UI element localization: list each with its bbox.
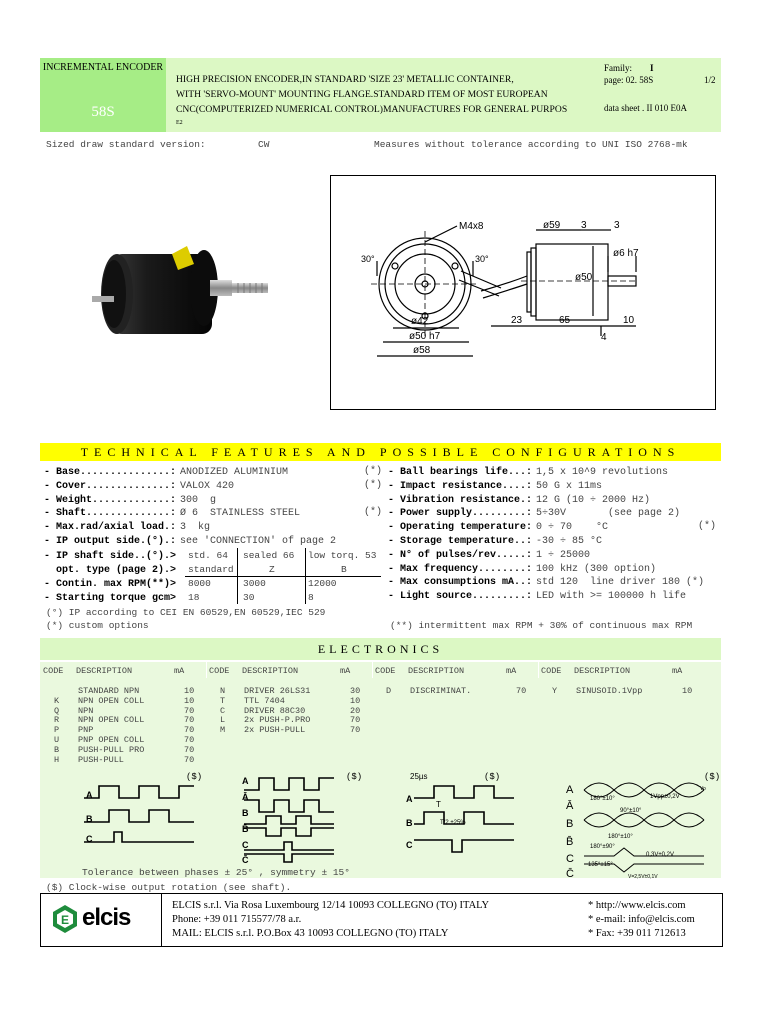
electronics-ma: 70 [184, 705, 195, 716]
footnote-rpm: (**) intermittent max RPM + 30% of continuous max RPM [390, 620, 693, 631]
family-value: I [650, 63, 654, 73]
tech-label: - Ball bearings life...: [388, 467, 533, 478]
electronics-ma: 10 [184, 686, 195, 696]
description-line: CNC(COMPUTERIZED NUMERICAL CONTROL)MANUFACTURES FOR GENERAL PURPOS [176, 104, 568, 115]
elcis-logo-icon [52, 904, 78, 934]
dim-10: 10 [623, 315, 635, 326]
tech-row [44, 535, 336, 547]
electronics-desc: STANDARD NPN [78, 686, 140, 696]
page-label: page: 02. 58S [604, 75, 654, 85]
tech-row [388, 521, 608, 533]
electronics-ma: 70 [184, 715, 195, 726]
tech-label: - Cover..............: [44, 480, 177, 492]
tech-label: - Weight.............: [44, 494, 177, 506]
dim-30-left: 30° [361, 254, 375, 264]
electronics-ma: 10 [682, 686, 693, 696]
diag2-label-an: Ā [242, 792, 249, 802]
encoder-photo [92, 236, 282, 346]
tech-label: - Vibration resistance.: [388, 494, 533, 506]
electronics-ma: 30 [350, 686, 361, 696]
column-divider [206, 662, 207, 678]
tech-row [388, 507, 680, 519]
diag2-label-cn: C̄ [242, 855, 249, 865]
tech-value: 300 g [180, 494, 217, 506]
torque-z: 30 [243, 592, 255, 603]
dim-3a: 3 [581, 220, 587, 231]
footer-phone: Phone: +39 011 715577/78 a.r. [172, 914, 302, 925]
electronics-desc: NPN OPEN COLL [78, 695, 145, 706]
tech-row [388, 549, 590, 561]
opt-type-label: opt. type (page 2).> [44, 565, 177, 576]
electronics-code: Q [54, 705, 60, 716]
tech-value: 50 G x 11ms [536, 480, 603, 492]
tolerance-note: Tolerance between phases ± 25° , symmetry ± 15° [82, 867, 350, 878]
diag2-label-b: B [242, 808, 249, 818]
tech-value: 12 G (10 ÷ 2000 Hz) [536, 494, 651, 506]
ip-shaft-label: - IP shaft side..(°).> [44, 551, 177, 562]
diag3-label-c: C [406, 840, 413, 850]
diag2-label-a: A [242, 776, 249, 786]
dim-23: 23 [511, 315, 523, 326]
product-description [176, 72, 596, 117]
electronics-code: U [54, 735, 60, 745]
tech-value: 100 kHz (300 option) [536, 563, 657, 575]
dim-30-right: 30° [475, 254, 489, 264]
diag3-t2: T/2 ±25% [440, 820, 466, 826]
col-desc-header: DESCRIPTION [574, 666, 631, 676]
footer-web[interactable]: * http://www.elcis.com [588, 900, 686, 911]
rpm-b: 12000 [308, 578, 337, 589]
type-b: B [341, 564, 347, 575]
rpm-label: - Contin. max RPM(**)> [44, 579, 177, 590]
tech-row [388, 535, 602, 547]
tech-row [388, 576, 704, 588]
electronics-desc: PNP [78, 725, 94, 736]
draw-info-right: Measures without tolerance according to UNI ISO 2768-mk [374, 139, 688, 150]
rpm-z: 3000 [243, 578, 266, 589]
col-ma-header: mA [506, 666, 517, 676]
tech-value: VALOX 420 [180, 480, 235, 492]
diag1-label-a: A [86, 790, 93, 800]
col-code-header: CODE [43, 666, 64, 676]
electronics-code: P [54, 725, 60, 736]
diag2-mark: ($) [346, 772, 363, 782]
tech-label: - Shaft..............: [44, 508, 177, 520]
diag3-25us: 25µs [410, 772, 428, 781]
tech-label: - Power supply.........: [388, 508, 533, 520]
tech-row [388, 494, 650, 506]
tech-row [388, 466, 668, 478]
tech-row [388, 590, 686, 602]
rpm-standard: 8000 [188, 578, 211, 589]
diag4-label-cn: C̄ [566, 868, 574, 880]
description-line: HIGH PRECISION ENCODER,IN STANDARD 'SIZE 23' METALLIC CONTAINER, [176, 74, 514, 85]
diag4-label-bn: B̄ [566, 836, 574, 848]
col-ma-header: mA [174, 666, 185, 676]
product-code: 58S [91, 104, 115, 120]
diag4-vo: Vo [700, 786, 706, 792]
col-desc-header: DESCRIPTION [76, 666, 133, 676]
technical-drawing [330, 175, 716, 410]
tech-value: std 120 line driver 180 (*) [536, 577, 705, 589]
tech-value: 0 ÷ 70 °C [536, 522, 609, 534]
footer-address: ELCIS s.r.l. Via Rosa Luxembourg 12/14 10093 COLLEGNO (TO) ITALY [172, 900, 490, 911]
electronics-code: T [220, 695, 226, 706]
electronics-desc: DRIVER 88C30 [244, 705, 306, 716]
dim-d6h7: ø6 h7 [613, 248, 639, 259]
electronics-ma: 70 [184, 735, 195, 745]
tech-value: see 'CONNECTION' of page 2 [180, 536, 337, 547]
torque-standard: 18 [188, 592, 200, 603]
description-line: WITH 'SERVO-MOUNT' MOUNTING FLANGE.STANDARD ITEM OF MOST EUROPEAN [176, 89, 548, 100]
diag4-03v: 0,3V±0,2V [646, 852, 674, 858]
electronics-ma: 70 [184, 744, 195, 755]
tech-row [44, 480, 234, 492]
electronics-ma: 70 [184, 754, 195, 765]
diag4-180c: 180°±90° [590, 844, 615, 850]
diag4-v25: V=2,5V±0,1V [628, 874, 658, 880]
type-z: Z [269, 564, 275, 575]
tech-note: (*) [364, 507, 383, 519]
dim-d50h7: ø50 h7 [409, 331, 441, 342]
electronics-code: Y [552, 686, 558, 696]
product-type: INCREMENTAL ENCODER [42, 62, 164, 73]
tech-value: -30 ÷ 85 °C [536, 536, 603, 547]
torque-label: - Starting torque gcm> [44, 593, 177, 604]
tech-row [44, 521, 210, 533]
tech-note: (*) [364, 466, 383, 477]
option-grid [185, 548, 381, 604]
tech-row [44, 494, 216, 506]
electronics-code: C [220, 705, 226, 716]
dim-d50-vertical: ø50 [575, 272, 593, 283]
tech-value: LED with >= 100000 h life [536, 591, 687, 603]
draw-info-version: CW [258, 139, 270, 150]
electronics-code: N [220, 686, 226, 696]
electronics-desc: NPN [78, 705, 94, 716]
tech-label: - IP output side.(°).: [44, 536, 177, 547]
footnote-ip: (°) IP according to CEI EN 60529,EN 60529,IEC 529 [46, 607, 326, 618]
column-divider [372, 662, 373, 678]
diag4-180: 180°±10° [590, 796, 615, 802]
electronics-desc: SINUSOID.1Vpp [576, 686, 643, 696]
elcis-logo-text: elcis [82, 904, 131, 931]
page-count: 1/2 [704, 75, 716, 85]
diag3-label-b: B [406, 818, 413, 828]
tech-row [388, 563, 656, 575]
header-meta [604, 62, 714, 114]
dim-4: 4 [601, 332, 607, 343]
tech-label: - Operating temperature: [388, 522, 533, 534]
col-ma-header: mA [340, 666, 351, 676]
electronics-ma: 70 [350, 725, 361, 736]
col-ma-header: mA [672, 666, 683, 676]
dim-d58: ø58 [413, 345, 431, 356]
diag3-label-a: A [406, 794, 413, 804]
electronics-title: ELECTRONICS [317, 642, 444, 656]
tech-note: (*) [698, 521, 717, 533]
electronics-desc: 2x PUSH-PULL [244, 725, 306, 736]
tech-value: 3 kg [180, 522, 211, 534]
tech-label: - Max.rad/axial load.: [44, 522, 177, 534]
tech-row [388, 480, 602, 492]
tech-value: 1,5 x 10^9 revolutions [536, 467, 669, 478]
diag4-label-c: C [566, 853, 574, 865]
tech-value: 5÷30V (see page 2) [536, 508, 681, 520]
tech-label: - N° of pulses/rev.....: [388, 549, 533, 561]
family-label: Family: [604, 63, 633, 73]
tech-row [44, 466, 288, 478]
footer-fax: * Fax: +39 011 712613 [588, 928, 686, 939]
ip-sealed: sealed 66 [243, 550, 295, 561]
diag1-mark: ($) [186, 772, 203, 782]
tech-value: ANODIZED ALUMINIUM [180, 467, 289, 478]
diag1-label-b: B [86, 814, 93, 824]
electronics-ma: 70 [184, 725, 195, 736]
electronics-code: H [54, 754, 60, 765]
electronics-ma: 70 [350, 715, 361, 726]
tech-value: 1 ÷ 25000 [536, 549, 591, 561]
footer-mail: MAIL: ELCIS s.r.l. P.O.Box 43 10093 COLLEGNO (TO) ITALY [172, 928, 449, 939]
diag2-label-bn: B̄ [242, 824, 249, 834]
dim-d59: ø59 [543, 220, 561, 231]
diag4-135: 135°±15° [588, 862, 613, 868]
draw-info-left: Sized draw standard version: [46, 139, 206, 150]
diag4-label-a: A [566, 784, 574, 796]
datasheet-code: data sheet . II 010 E0A [604, 103, 687, 113]
dim-3b: 3 [614, 220, 620, 231]
electronics-desc: PUSH-PULL PRO [78, 744, 145, 755]
diag4-180b: 180°±10° [608, 834, 633, 840]
torque-b: 8 [308, 592, 314, 603]
waveform-diagrams [44, 772, 716, 878]
electronics-desc: PNP OPEN COLL [78, 735, 145, 745]
electronics-ma: 10 [184, 695, 195, 706]
diag4-label-an: Ā [566, 800, 574, 812]
column-divider [538, 662, 539, 678]
tech-label: - Base...............: [44, 467, 177, 478]
tech-note: (*) [364, 479, 383, 491]
diag4-90: 90°±10° [620, 808, 642, 814]
electronics-code: K [54, 695, 60, 706]
electronics-desc: TTL 7404 [244, 695, 285, 706]
footnote-custom: (*) custom options [46, 620, 149, 631]
cw-note: ($) Clock-wise output rotation (see shaft). [46, 882, 292, 893]
diag3-mark: ($) [484, 772, 501, 782]
dim-m4x8: M4x8 [459, 221, 484, 232]
electronics-code: M [220, 725, 226, 736]
diag4-mark: ($) [704, 772, 721, 782]
electronics-code: D [386, 686, 392, 696]
svg-text:E: E [60, 913, 70, 927]
col-code-header: CODE [375, 666, 396, 676]
diag4-label-b: B [566, 818, 574, 830]
col-code-header: CODE [209, 666, 230, 676]
header-small-mark: E2 [176, 120, 183, 126]
electronics-desc: DISCRIMINAT. [410, 686, 472, 696]
electronics-code: R [54, 715, 60, 726]
col-desc-header: DESCRIPTION [408, 666, 465, 676]
ip-lowtorq: low torq. 53 [308, 550, 377, 561]
footer-email[interactable]: * e-mail: info@elcis.com [588, 914, 695, 925]
type-standard: standard [188, 564, 234, 575]
tech-row [44, 507, 300, 519]
electronics-desc: PUSH-PULL [78, 754, 124, 765]
electronics-ma: 10 [350, 695, 361, 706]
tech-label: - Impact resistance....: [388, 480, 533, 492]
tech-value: Ø 6 STAINLESS STEEL [180, 508, 301, 520]
col-desc-header: DESCRIPTION [242, 666, 299, 676]
ip-std: std. 64 [188, 550, 228, 561]
dim-65: 65 [559, 315, 571, 326]
col-code-header: CODE [541, 666, 562, 676]
dim-d42: ø42 [411, 316, 429, 327]
diag3-t: T [436, 800, 441, 809]
tech-label: - Storage temperature..: [388, 536, 533, 547]
tech-label: - Max frequency........: [388, 563, 533, 575]
electronics-ma: 70 [516, 686, 527, 696]
tech-label: - Max consumptions mA..: [388, 577, 533, 589]
diag2-label-c: C [242, 840, 249, 850]
electronics-desc: DRIVER 26LS31 [244, 686, 311, 696]
electronics-ma: 20 [350, 705, 361, 716]
electronics-desc: NPN OPEN COLL [78, 715, 145, 726]
tech-label: - Light source.........: [388, 591, 533, 603]
diag4-vpp: 1Vpp±0,2V [650, 794, 680, 800]
electronics-desc: 2x PUSH-P.PRO [244, 715, 311, 726]
electronics-code: B [54, 744, 60, 755]
diag1-label-c: C [86, 834, 93, 844]
tech-title: TECHNICAL FEATURES AND POSSIBLE CONFIGURATIONS [80, 445, 681, 459]
drawing-lines [331, 176, 715, 409]
electronics-code: L [220, 715, 226, 726]
